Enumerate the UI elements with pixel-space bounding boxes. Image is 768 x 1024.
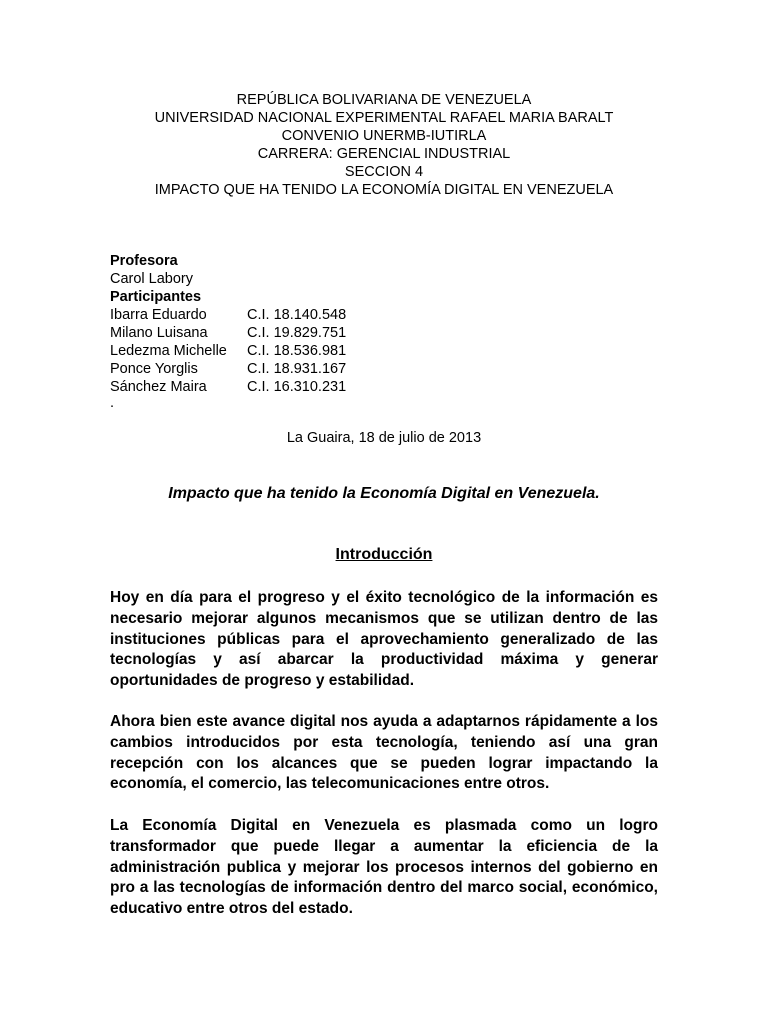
- participant-name: Ledezma Michelle: [110, 343, 227, 359]
- header-career: CARRERA: GERENCIAL INDUSTRIAL: [257, 146, 511, 162]
- participant-row: [110, 378, 346, 396]
- header-topic: IMPACTO QUE HA TENIDO LA ECONOMÍA DIGITAL EN VENEZUELA: [154, 182, 614, 198]
- participant-id: C.I. 19.829.751: [247, 325, 347, 341]
- people-block: [110, 252, 346, 414]
- header-agreement: CONVENIO UNERMB-IUTIRLA: [281, 128, 487, 144]
- participant-row: [110, 306, 346, 324]
- institution-header: [0, 91, 768, 199]
- participants-label: Participantes: [110, 289, 202, 305]
- document-title: Impacto que ha tenido la Economía Digital en Venezuela.: [168, 485, 600, 502]
- participant-id: C.I. 18.536.981: [247, 343, 347, 359]
- participant-name: Sánchez Maira: [110, 379, 207, 395]
- participant-row: [110, 324, 346, 342]
- paragraph: La Economía Digital en Venezuela es plasmada como un logro transformador que puede llegar a aumentar la eficiencia de la administración publica y mejorar los procesos internos del gobierno en pro a las tecnologías de información dentro del marco social, económico, educativo entre otros del estado.: [110, 817, 658, 918]
- paragraph: Hoy en día para el progreso y el éxito tecnológico de la información es necesario mejorar algunos mecanismos que se utilizan dentro de las instituciones públicas para el aprovechamiento generalizado de las tecnologías y así abarcar la productividad máxima y generar oportunidades de progreso y estabilidad.: [110, 589, 658, 690]
- participant-id: C.I. 16.310.231: [247, 379, 347, 395]
- introduction-heading: Introducción: [335, 546, 433, 563]
- paragraph: Ahora bien este avance digital nos ayuda a adaptarnos rápidamente a los cambios introducidos por esta tecnología, teniendo así una gran recepción con los alcances que se pueden lograr impactando la economía, el comercio, las telecomunicaciones entre otros.: [110, 713, 658, 793]
- participant-id: C.I. 18.140.548: [247, 307, 347, 323]
- participant-name: Ibarra Eduardo: [110, 307, 207, 323]
- participant-row: [110, 360, 346, 378]
- header-country: REPÚBLICA BOLIVARIANA DE VENEZUELA: [236, 92, 532, 108]
- header-section: SECCION 4: [344, 164, 424, 180]
- professor-label: Profesora: [110, 253, 178, 269]
- participant-row: [110, 342, 346, 360]
- participant-name: Milano Luisana: [110, 325, 208, 341]
- professor-name: Carol Labory: [110, 271, 194, 287]
- place-date: La Guaira, 18 de julio de 2013: [286, 430, 482, 446]
- participant-name: Ponce Yorglis: [110, 361, 198, 377]
- participant-id: C.I. 18.931.167: [247, 361, 347, 377]
- trailing-mark: .: [110, 395, 115, 411]
- header-university: UNIVERSIDAD NACIONAL EXPERIMENTAL RAFAEL MARIA BARALT: [154, 110, 614, 126]
